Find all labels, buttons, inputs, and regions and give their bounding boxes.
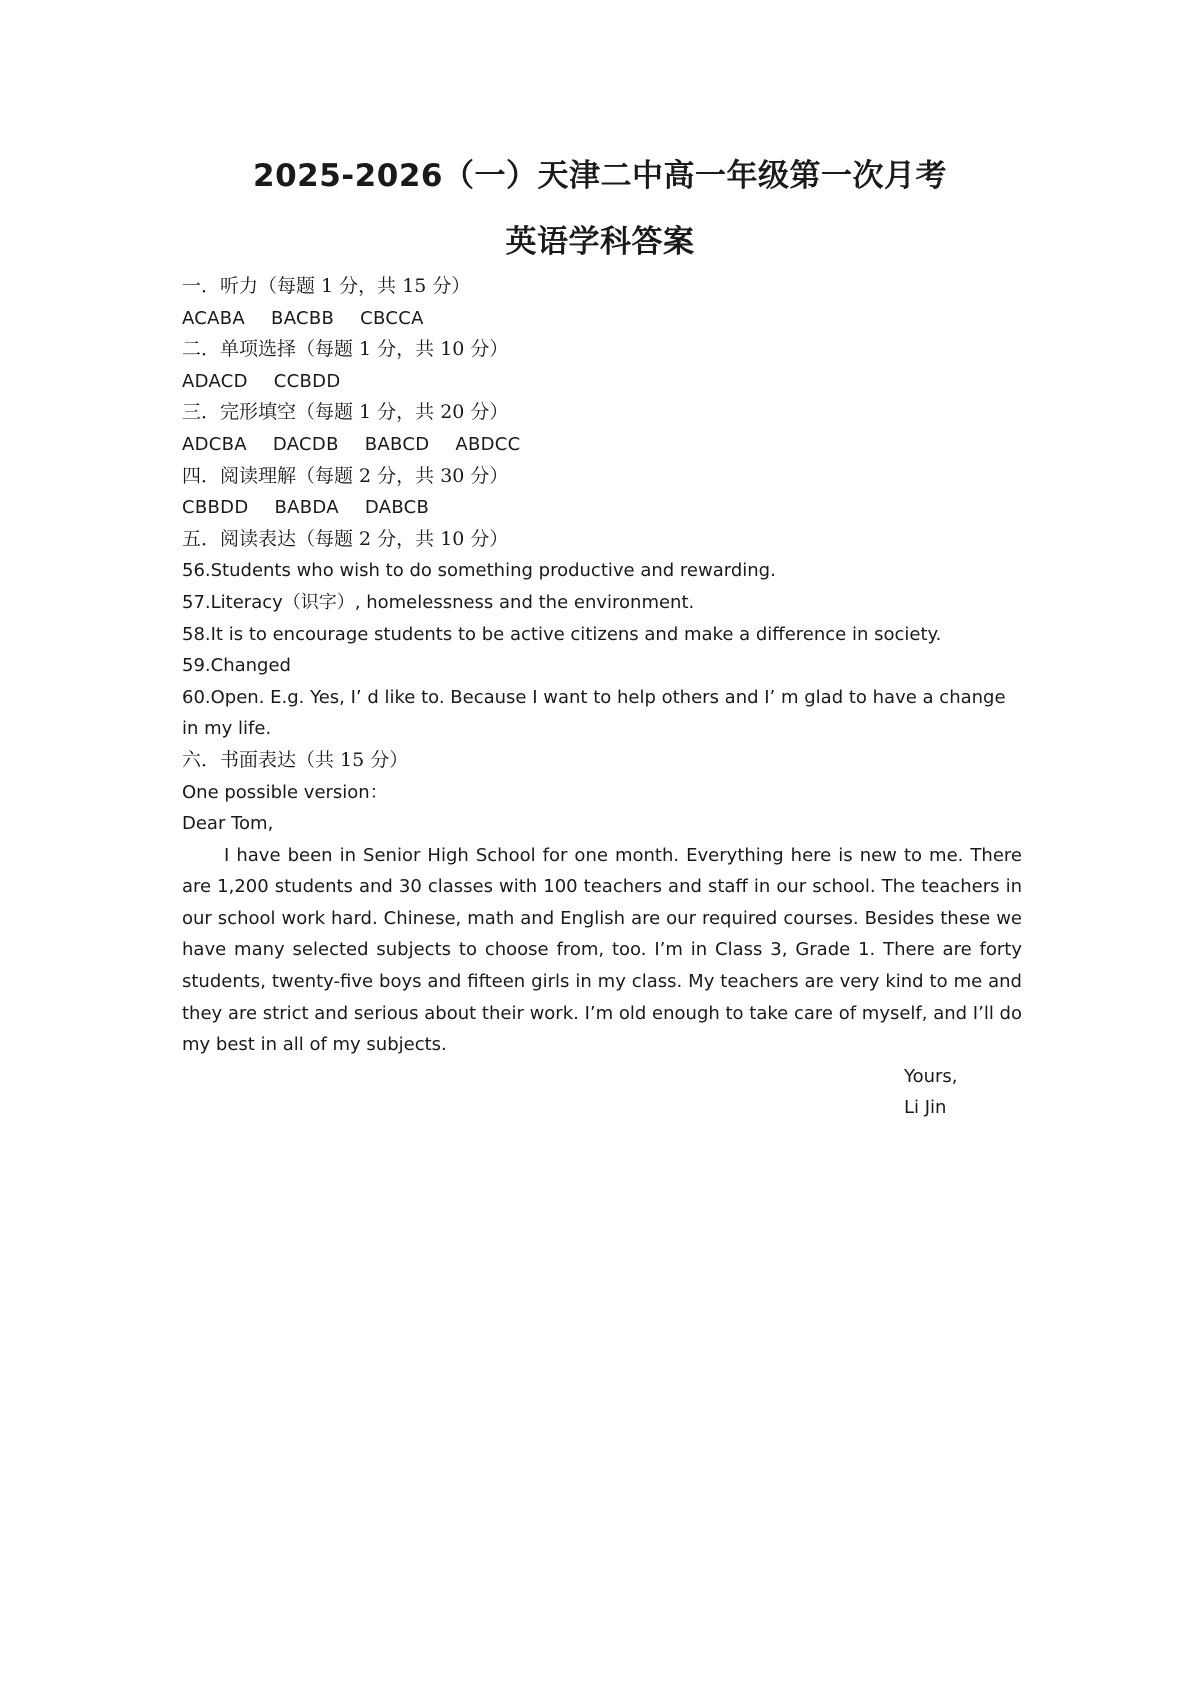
page-title: 2025-2026（一）天津二中高一年级第一次月考 bbox=[253, 158, 947, 194]
writing-intro: One possible version： bbox=[182, 781, 388, 803]
answer-group: CBCCA bbox=[360, 307, 424, 329]
answers-listening bbox=[182, 303, 1022, 335]
answer-group: BACBB bbox=[271, 307, 335, 329]
answer-group: ABDCC bbox=[455, 433, 521, 455]
section-heading-cloze: 三．完形填空（每题 1 分，共 20 分） bbox=[182, 401, 509, 424]
letter-signature: Li Jin bbox=[904, 1097, 947, 1119]
reading-expression-answer-60: 60.Open. E.g. Yes, I’ d like to. Because I want to help others and I’ m glad to have a change in my life. bbox=[182, 686, 1006, 740]
answer-group: ADCBA bbox=[182, 433, 247, 455]
section-heading-writing: 六．书面表达（共 15 分） bbox=[182, 748, 409, 771]
letter-salutation: Dear Tom, bbox=[182, 813, 274, 835]
answer-group: CBBDD bbox=[182, 497, 249, 519]
answer-group: ADACD bbox=[182, 370, 248, 392]
reading-expression-answer-59: 59.Changed bbox=[182, 655, 291, 677]
letter-body: I have been in Senior High School for one month. Everything here is new to me. There are 1,200 students and 30 classes with 100 teachers and staff in our school. The teachers in our school work hard. Chinese, math and English are our required courses. Besides these we have many selected subjects to choose from, too. I’m in Class 3, Grade 1. There are forty students, twenty-five boys and fifteen girls in my class. My teachers are very kind to me and they are strict and serious about their work. I’m old enough to take care of myself, and I’ll do my best in all of my subjects. bbox=[182, 844, 1022, 1056]
answer-group: DACDB bbox=[272, 433, 339, 455]
answer-group: DABCB bbox=[364, 497, 430, 519]
answer-content bbox=[182, 271, 1022, 1124]
answer-group: CCBDD bbox=[273, 370, 341, 392]
answers-cloze bbox=[182, 429, 1022, 461]
answer-group: BABCD bbox=[364, 433, 430, 455]
reading-expression-answer-56: 56.Students who wish to do something productive and rewarding. bbox=[182, 560, 776, 582]
section-heading-reading: 四．阅读理解（每题 2 分，共 30 分） bbox=[182, 464, 509, 487]
answers-single-choice bbox=[182, 366, 1022, 398]
answer-group: BABDA bbox=[274, 497, 339, 519]
reading-expression-answer-57: 57.Literacy（识字）, homelessness and the environment. bbox=[182, 591, 695, 613]
answers-reading bbox=[182, 492, 1022, 524]
reading-expression-answer-58: 58.It is to encourage students to be active citizens and make a difference in society. bbox=[182, 623, 942, 645]
page-subtitle: 英语学科答案 bbox=[505, 224, 695, 260]
section-heading-single-choice: 二．单项选择（每题 1 分，共 10 分） bbox=[182, 338, 509, 361]
section-heading-listening: 一．听力（每题 1 分，共 15 分） bbox=[182, 275, 471, 297]
answer-group: ACABA bbox=[182, 307, 246, 329]
letter-closing: Yours, bbox=[904, 1065, 958, 1087]
section-heading-reading-expression: 五．阅读表达（每题 2 分，共 10 分） bbox=[182, 527, 509, 550]
